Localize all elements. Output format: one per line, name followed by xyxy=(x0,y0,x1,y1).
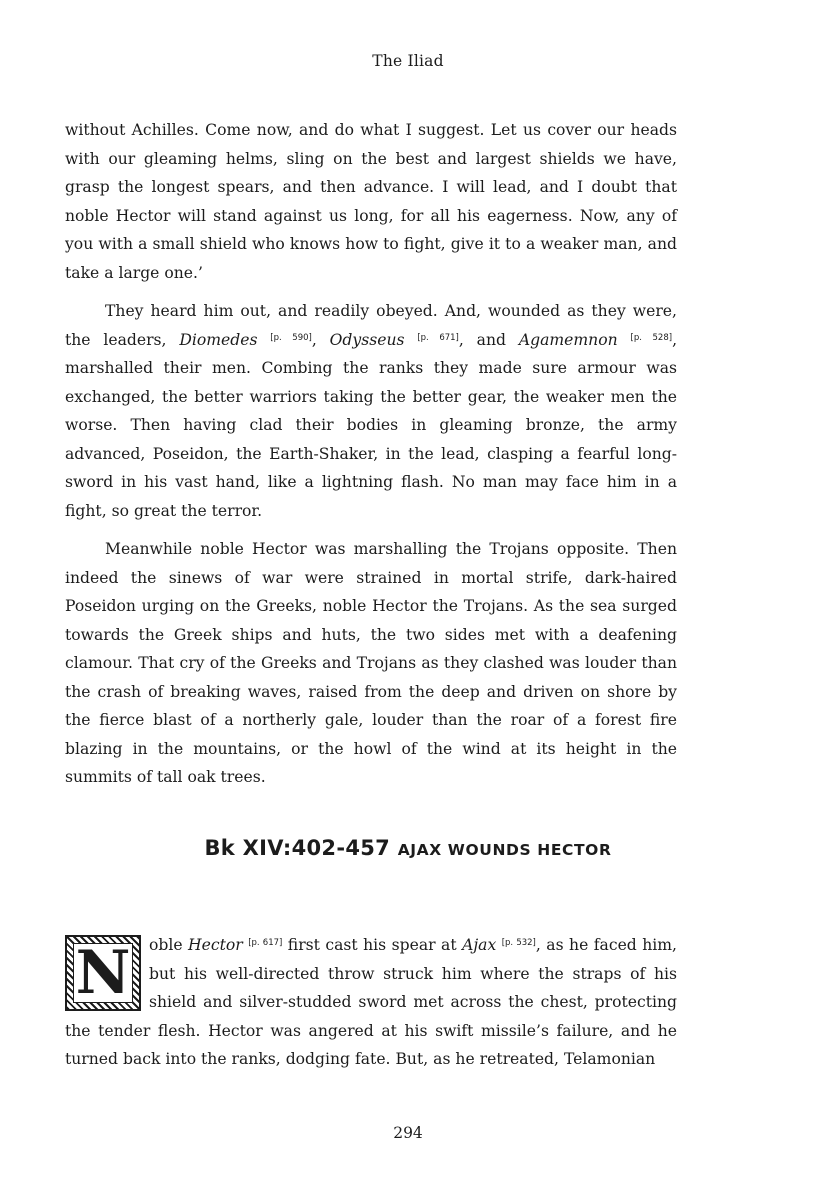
page-reference[interactable]: [p. 528] xyxy=(630,332,673,343)
character-link-agamemnon[interactable]: Agamemnon xyxy=(518,330,618,349)
character-link-ajax[interactable]: Ajax xyxy=(462,936,497,954)
section-heading-ref: Bk XIV:402-457 xyxy=(204,836,391,860)
paragraph-1: without Achilles. Come now, and do what I suggest. Let us cover our heads with our gleaming helms, sling on the best and largest shields we have, grasp the longest spears, and then advance. I will lead, and I doubt that noble Hector will stand against us long, for all his eagerness. Now, any of you with a small shield who knows how to fight, give it to a weaker man, and take a large one.’ xyxy=(65,121,677,282)
paragraph-3: Meanwhile noble Hector was marshalling the Trojans opposite. Then indeed the sinews of war were strained in mortal strife, dark-haired Poseidon urging on the Greeks, noble Hector the Trojans. As the sea surged towards the Greek ships and huts, the two sides met with a deafening clamour. That cry of the Greeks and Trojans as they clashed was louder than the crash of breaking waves, raised from the deep and driven on shore by the fierce blast of a northerly gale, louder than the roar of a forest fire blazing in the mountains, or the howl of the wind at its height in the summits of tall oak trees. xyxy=(65,540,677,786)
character-link-hector[interactable]: Hector xyxy=(188,936,243,954)
running-header: The Iliad xyxy=(372,52,444,70)
page-number: 294 xyxy=(393,1124,423,1142)
page-reference[interactable]: [p. 532] xyxy=(501,938,536,948)
section-heading-title: AJAX WOUNDS HECTOR xyxy=(397,841,612,859)
paragraph-2: They heard him out, and readily obeyed. And, wounded as they were, the leaders, Diomedes [p. 590], Odysseus [p. 671], and Agamemnon [p. 528], marshalled their men. Combing the ranks they made sure armour was exchanged, the better warriors taking the better gear, the weaker men the worse. Then having clad their bodies in gleaming bronze, the army advanced, Poseidon, the Earth-Shaker, in the lead, clasping a fearful long-sword in his vast hand, like a lightning flash. No man may face him in a fight, so great the terror. xyxy=(65,302,678,520)
section-first-paragraph: N oble Hector [p. 617] first cast his spear at Ajax [p. 532], as he faced him, but his well-directed throw struck him where the straps of his shield and silver-studded sword met across the chest, protecting the tender flesh. Hector was angered at his swift missile’s failure, and he turned back into the ranks, dodging fate. But, as he retreated, Telamonian xyxy=(65,936,678,1068)
page-reference[interactable]: [p. 617] xyxy=(248,938,283,948)
ornamental-dropcap xyxy=(65,935,141,1011)
page-reference[interactable]: [p. 671] xyxy=(417,332,459,343)
body-text xyxy=(65,116,677,802)
character-link-odysseus[interactable]: Odysseus xyxy=(329,330,405,349)
character-link-diomedes[interactable]: Diomedes xyxy=(179,330,258,349)
section-heading xyxy=(0,836,816,860)
dropcap-letter: N xyxy=(75,938,131,1008)
page-reference[interactable]: [p. 590] xyxy=(270,332,312,343)
